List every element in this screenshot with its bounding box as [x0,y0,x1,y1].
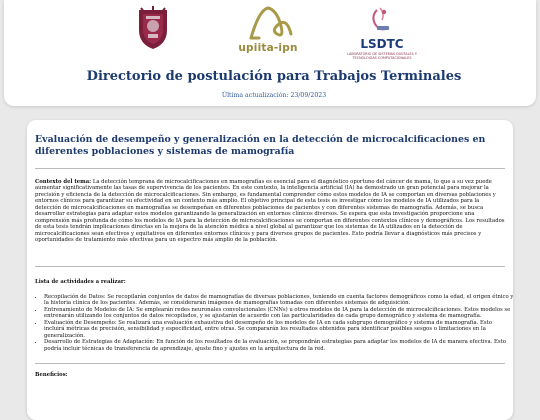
header-card [4,0,536,106]
ipn-logo [136,6,170,50]
upiita-emblem-icon [229,4,307,42]
benefits-heading: Beneficios: [35,372,68,378]
divider [35,363,505,364]
lsdtc-logo-text: LSDTC [360,37,404,51]
list-item: • Desarrollo de Estrategias de Adaptación: En función de los resultados de la evaluación, se propondrán estrategias para adaptar los modelos de IA de manera efectiva. Esto podría incluir técnicas de transferencia de aprendizaje, ajuste fino y ajustes en la arquitectura de la red. [44,339,513,352]
divider [35,168,505,169]
list-item: • Recopilación de Datos: Se recopilarán conjuntos de datos de mamografías de diversas poblaciones, teniendo en cuenta factores demográficos como la edad, el origen étnico y la historia clínica de los pacientes. Además, se considerarán imágenes de mamografías tomadas con diferentes sistemas de adquisición. [44,294,513,307]
last-updated: Última actualización: 23/09/2023 [221,92,327,99]
lsdtc-logo [347,4,417,60]
lsdtc-logo-subtext: LABORATORIO DE SISTEMAS DIGITALES Y TECNOLOGÍAS COMPUTACIONALES [347,52,417,60]
upiita-logo-text: upiita-ipn [238,42,298,54]
upiita-ipn-logo [229,4,307,60]
list-item: • Entrenamiento de Modelos de IA: Se emplearán redes neuronales convolucionales (CNNs) u otros modelos de IA para la detección de microcalcificaciones. Estos modelos se entrenarán utilizando los conjuntos de datos recopilados, y se ajustarán de acuerdo con las particularidades de cada grupo demográfico y sistema de mamografía. [44,307,513,320]
context-text: La detección temprana de microcalcificaciones en mamografías es esencial para el diagnóstico oportuno del cáncer de mama, lo que a su vez puede aumentar significativamente las tasas de supervivencia de los pacientes. En este contexto, la inteligencia artificial (IA) ha demostrado un gran potencial para mejorar la precisión y eficiencia de la detección de microcalcificaciones. Sin embargo, es fundamental comprender cómo estos modelos de IA se comportan en diversas poblaciones y entornos clínicos para garantizar su efectividad en un contexto más amplio. El objetivo principal de esta tesis es investigar cómo los modelos de IA utilizados para la detección de microcalcificaciones en mamografías se desempeñan en diferentes poblaciones de pacientes y con diferentes sistemas de mamografía. Además, se busca desarrollar estrategias para adaptar estos modelos garantizando la generalización en entornos clínicos diversos. Se espera que esta investigación proporcione una comprensión más profunda de cómo los modelos de IA para la detección de microcalcificaciones se comportan en diferentes contextos clínicos y demográficos. Los resultados de esta tesis tendrán implicaciones directas en la mejora de la atención médica a nivel global al garantizar que los sistemas de IA utilizados en la detección de microcalcificaciones sean efectivos y equitativos en diferentes entornos clínicos y para diversos grupos de pacientes. Esto podría llevar a diagnósticos más precisos y oportunidades de tratamiento más efectivas para un espectro más amplio de la población. [35,179,505,244]
activities-heading: Lista de actividades a realizar: [35,279,126,285]
thesis-title: Evaluación de desempeño y generalización en la detección de microcalcificaciones en diferentes poblaciones y sistemas de mamografía [35,134,486,157]
page-title: Directorio de postulación para Trabajos Terminales [86,69,462,84]
lsdtc-emblem-icon [347,4,417,36]
thesis-card [27,120,513,420]
activities-list [35,294,513,352]
context-label: Contexto del tema: [35,179,92,185]
divider [35,266,505,267]
list-item: • Evaluación de Desempeño: Se realizará una evaluación exhaustiva del desempeño de los modelos de IA en cada subgrupo demográfico y sistema de mamografía. Esto incluirá métricas de precisión, sensibilidad y especificidad, entre otras. Se compararán los resultados obtenidos para identificar posibles sesgos o limitaciones en la generalización. [44,320,513,339]
context-paragraph [35,179,505,244]
ipn-shield-icon [136,6,170,50]
